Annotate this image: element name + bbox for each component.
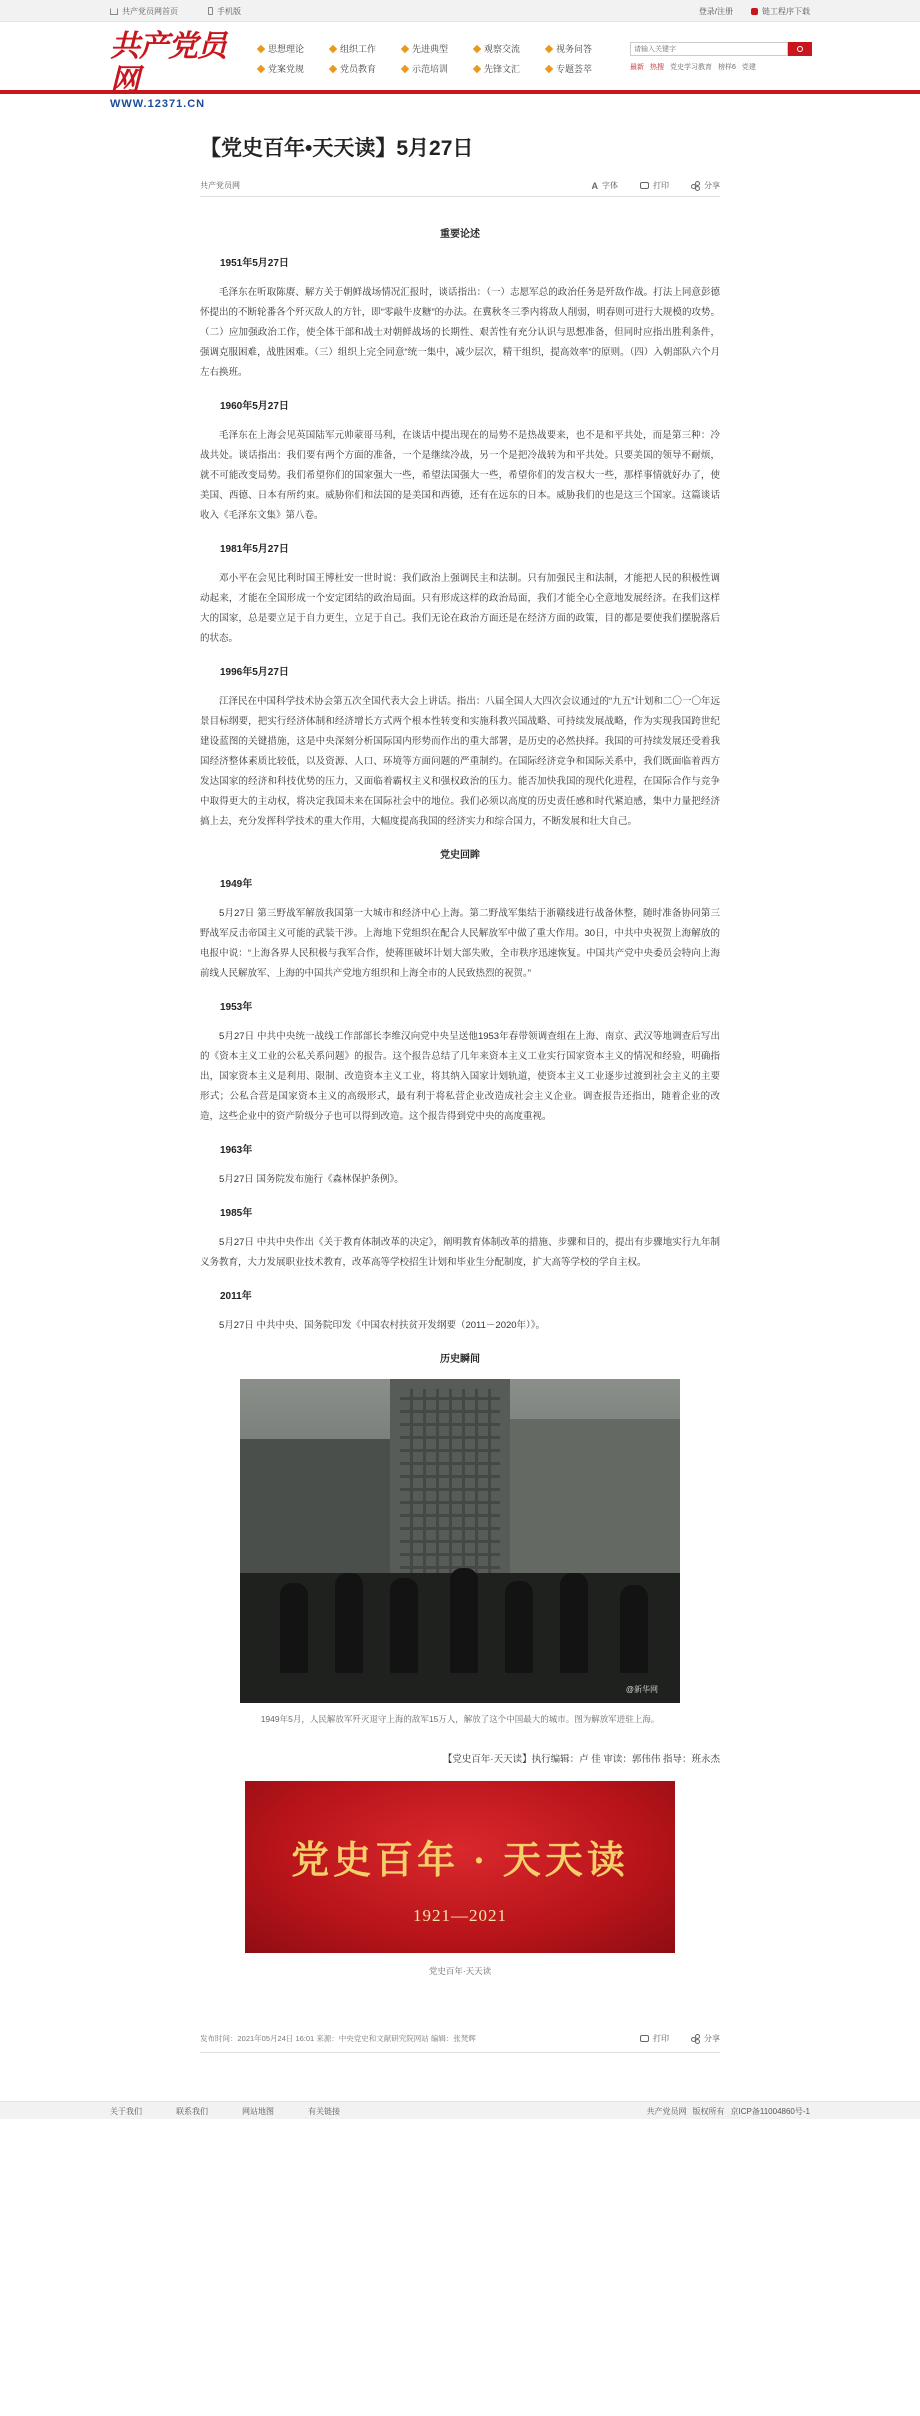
section-heading: 重要论述 xyxy=(440,229,480,240)
event-paragraph: 5月27日 中共中央作出《关于教育体制改革的决定》，阐明教育体制改革的措施、步骤和目的，提出有步骤地实行九年制义务教育，大力发展职业技术教育，改革高等学校招生计划和毕业生分配制度，扩大高等学校的学自主权。 xyxy=(200,1237,720,1268)
nav-item-4[interactable]: 视务问答 xyxy=(546,42,618,55)
editor-credits: 【党史百年·天天读】执行编辑：卢 佳 审读：郭伟伟 指导：班永杰 xyxy=(442,1754,720,1765)
hot-keyword-0[interactable]: 最新 xyxy=(630,64,644,71)
article-tools xyxy=(592,180,721,191)
footer-links xyxy=(110,2106,340,2117)
article xyxy=(200,94,720,2053)
font-size-button[interactable]: A 字体 xyxy=(591,180,618,191)
nav-item-6[interactable]: 党员教育 xyxy=(330,62,402,75)
footer-link-about[interactable]: 关于我们 xyxy=(110,2106,142,2116)
print-button[interactable]: 打印 xyxy=(640,180,669,191)
search-icon xyxy=(797,46,803,52)
publish-info: 发布时间：2021年05月24日 16:01 来源：中央党史和文献研究院网站 编辑：张梵辉 xyxy=(200,2034,476,2043)
photo-rider xyxy=(450,1568,478,1673)
footer-link-contact[interactable]: 联系我们 xyxy=(176,2106,208,2116)
event-paragraph: 5月27日 第三野战军解放我国第一大城市和经济中心上海。第二野战军集结于浙赣线进行战备休整，随时准备协同第三野战军反击帝国主义可能的武装干涉。上海地下党组织在配合人民解放军中做了重大作用。30日，中共中央祝贺上海解放的电报中说：“上海各界人民积极与我军合作，使蒋匪破坏计划大部失败，全市秩序迅速恢复。中国共产党中央委员会特向上海前线人民解放军、上海的中国共产党地方组织和上海全市的人民致热烈的祝贺。” xyxy=(200,908,720,979)
search-button[interactable] xyxy=(788,42,812,56)
nav-bullet-icon xyxy=(545,44,553,52)
print-icon xyxy=(640,182,649,189)
footer-link-sitemap[interactable]: 网站地图 xyxy=(242,2106,274,2116)
event-date: 1949年 xyxy=(220,879,253,890)
mobile-link-label: 手机版 xyxy=(217,6,241,16)
series-banner xyxy=(245,1781,675,1953)
print-icon xyxy=(640,2035,649,2042)
nav-item-3[interactable]: 观察交流 xyxy=(474,42,546,55)
home-link-label: 共产党员网首页 xyxy=(122,6,178,16)
home-link[interactable] xyxy=(110,6,178,17)
nav-item-2[interactable]: 先进典型 xyxy=(402,42,474,55)
nav-item-0[interactable]: 思想理论 xyxy=(258,42,330,55)
copyright-rights: 版权所有 xyxy=(692,2106,725,2116)
event-paragraph: 邓小平在会见比利时国王博杜安一世时说：我们政治上强调民主和法制。只有加强民主和法制，才能把人民的积极性调动起来，才能在全国形成一个安定团结的政治局面。只有形成这样的政治局面，我们才能全心全意地发展经济。在我们这样大的国家，总是要立足于自力更生，立足于自己。我们无论在政治方面还是在经济方面的政策，目的都是要使我们摆脱落后的状态。 xyxy=(200,573,720,644)
share-button[interactable]: 分享 xyxy=(691,180,720,191)
event-date: 2011年 xyxy=(220,1291,252,1302)
home-icon xyxy=(110,8,118,15)
nav-item-1[interactable]: 组织工作 xyxy=(330,42,402,55)
nav-bullet-icon xyxy=(257,44,265,52)
event-date: 1985年 xyxy=(220,1208,253,1219)
photo-rider xyxy=(335,1573,363,1673)
footer-tools xyxy=(640,2033,720,2044)
hot-keyword-1[interactable]: 热搜 xyxy=(650,64,664,71)
hot-keyword-2[interactable]: 党史学习教育 xyxy=(670,64,712,71)
copyright-site: 共产党员网 xyxy=(646,2106,687,2116)
event-paragraph: 毛泽东在听取陈赓、解方关于朝鲜战场情况汇报时，谈话指出：（一）志愿军总的政治任务是歼敌作战。打法上同意彭德怀提出的不断轮番各个歼灭敌人的方针，即“零敲牛皮糖”的办法。在冀秋冬三季内将敌人削弱，明春则可进行大规模的攻势。（二）应加强政治工作，使全体干部和战士对朝鲜战场的长期性、艰苦性有充分认识与思想准备，但同时应指出胜利条件，强调克服困难，战胜困难。（三）组织上完全同意“统一集中，减少层次，精干组织，提高效率”的原则。（四）入朝部队六个月左右换班。 xyxy=(200,287,720,378)
nav-bullet-icon xyxy=(401,44,409,52)
photo-rider xyxy=(560,1573,588,1673)
article-source: 共产党员网 xyxy=(200,181,240,190)
hot-keywords xyxy=(630,62,812,72)
nav-item-9[interactable]: 专题荟萃 xyxy=(546,62,618,75)
nav-bullet-icon xyxy=(329,64,337,72)
footer-share-button[interactable]: 分享 xyxy=(691,2033,720,2044)
site-logo[interactable] xyxy=(110,30,238,110)
section-heading: 党史回眸 xyxy=(440,850,480,861)
banner-years: 1921—2021 xyxy=(413,1906,507,1925)
article-footer-meta xyxy=(200,2033,720,2053)
icp-number: 京ICP备11004860号-1 xyxy=(730,2106,810,2116)
event-date: 1963年 xyxy=(220,1145,253,1156)
font-size-icon: A xyxy=(591,180,598,191)
banner-caption: 党史百年·天天读 xyxy=(428,1966,492,1976)
event-date: 1953年 xyxy=(220,1002,253,1013)
mobile-link[interactable] xyxy=(208,6,241,17)
photo-rider xyxy=(505,1581,533,1673)
search-input[interactable] xyxy=(630,42,788,56)
article-body xyxy=(200,225,720,1977)
photo-watermark: @新华网 xyxy=(625,1685,658,1694)
footer-link-related[interactable]: 有关链接 xyxy=(308,2106,340,2116)
nav-bullet-icon xyxy=(545,64,553,72)
event-paragraph: 5月27日 中共中央、国务院印发《中国农村扶贫开发纲要（2011－2020年）》。 xyxy=(219,1320,546,1331)
app-download-link[interactable] xyxy=(751,6,810,17)
nav-bullet-icon xyxy=(257,64,265,72)
photo-caption: 1949年5月，人民解放军歼灭退守上海的敌军15万人，解放了这个中国最大的城市。图为解放军进驻上海。 xyxy=(260,1714,660,1724)
app-download-label: 链工程序下载 xyxy=(762,6,810,16)
nav-item-8[interactable]: 先锋文汇 xyxy=(474,62,546,75)
phone-icon xyxy=(208,7,213,15)
photo-building xyxy=(510,1419,680,1599)
login-link[interactable]: 登录/注册 xyxy=(698,6,733,16)
nav-item-7[interactable]: 示范培训 xyxy=(402,62,474,75)
search-box xyxy=(630,42,812,72)
photo-windows xyxy=(400,1389,500,1579)
historical-photo xyxy=(240,1379,680,1703)
share-icon xyxy=(691,2034,700,2043)
site-footer xyxy=(0,2101,920,2119)
share-icon xyxy=(691,181,700,190)
photo-rider xyxy=(390,1578,418,1673)
nav-bullet-icon xyxy=(329,44,337,52)
copyright xyxy=(647,2106,810,2117)
logo-text: 共产党员网 xyxy=(110,30,226,97)
nav-bullet-icon xyxy=(473,44,481,52)
nav-bullet-icon xyxy=(473,64,481,72)
footer-print-button[interactable]: 打印 xyxy=(640,2033,669,2044)
hot-keyword-4[interactable]: 党建 xyxy=(741,64,756,71)
photo-rider xyxy=(620,1585,648,1673)
event-paragraph: 5月27日 国务院发布施行《森林保护条例》。 xyxy=(219,1174,404,1185)
article-meta xyxy=(200,180,720,197)
event-date: 1996年5月27日 xyxy=(220,667,289,678)
site-header xyxy=(0,22,920,110)
nav-item-5[interactable]: 党案党规 xyxy=(258,62,330,75)
event-date: 1981年5月27日 xyxy=(220,544,289,555)
event-date: 1951年5月27日 xyxy=(220,258,289,269)
banner-title: 党史百年 · 天天读 xyxy=(291,1840,629,1882)
hot-keyword-3[interactable]: 榜样6 xyxy=(718,64,736,71)
logo-url: WWW.12371.CN xyxy=(110,98,206,110)
event-paragraph: 毛泽东在上海会见英国陆军元帅蒙哥马利，在谈话中提出现在的局势不是热战要来，也不是和平共处，而是第三种：冷战共处。谈话指出：我们要有两个方面的准备，一个是继续冷战，另一个是把冷战转为和平共处。只要美国的领导不耐烦，就不可能改变局势。我们希望你们的国家强大一些，希望法国强大一些，希望你们的发言权大一些，那样事情就好办了，使美国、西德、日本有所约束。威胁你们和法国的是美国和西德，还有在远东的日本。威胁我们的也是这三个国家。这篇谈话收入《毛泽东文集》第八卷。 xyxy=(200,430,720,521)
app-icon xyxy=(751,8,758,15)
top-bar xyxy=(0,0,920,22)
event-paragraph: 江泽民在中国科学技术协会第五次全国代表大会上讲话。指出：八届全国人大四次会议通过的“九五”计划和二〇一〇年远景目标纲要，把实行经济体制和经济增长方式两个根本性转变和实施科教兴国战略、可持续发展战略，作为实现我国跨世纪建设蓝图的关键措施，这是中央深刻分析国际国内形势而作出的重大部署，是历史的必然抉择。我国的可持续发展还受着我国经济整体素质比较低，以及资源、人口、环境等方面问题的严重制约。在国际经济竞争和国际关系中，我们既面临着西方发达国家的经济和科技优势的压力，又面临着霸权主义和强权政治的压力。能否加快我国的现代化进程，在国际合作与竞争中取得更大的主动权，将决定我国未来在国际社会中的地位。我们必须以高度的历史责任感和时代紧迫感，集中力量把经济搞上去，充分发挥科学技术的重大作用，大幅度提高我国的经济实力和综合国力，不断发展和壮大自己。 xyxy=(200,696,720,827)
event-paragraph: 5月27日 中共中央统一战线工作部部长李维汉向党中央呈送他1953年春带领调查组在上海、南京、武汉等地调查后写出的《资本主义工业的公私关系问题》的报告。这个报告总结了几年来资本主义工业实行国家资本主义的情况和经验，明确指出，国家资本主义是利用、限制、改造资本主义工业，将其纳入国家计划轨道，使资本主义工业逐步过渡到社会主义的主要形式；公私合营是国家资本主义的高级形式，最有利于将私营企业改造成社会主义企业。调查报告还指出，随着企业的改造，这些企业中的资产阶级分子也可以得到改造。这个报告得到党中央的高度重视。 xyxy=(200,1031,720,1122)
section-heading: 历史瞬间 xyxy=(440,1354,480,1365)
event-date: 1960年5月27日 xyxy=(220,401,289,412)
photo-rider xyxy=(280,1583,308,1673)
nav-bullet-icon xyxy=(401,64,409,72)
article-title: 【党史百年•天天读】5月27日 xyxy=(200,137,474,160)
main-nav xyxy=(258,42,618,75)
